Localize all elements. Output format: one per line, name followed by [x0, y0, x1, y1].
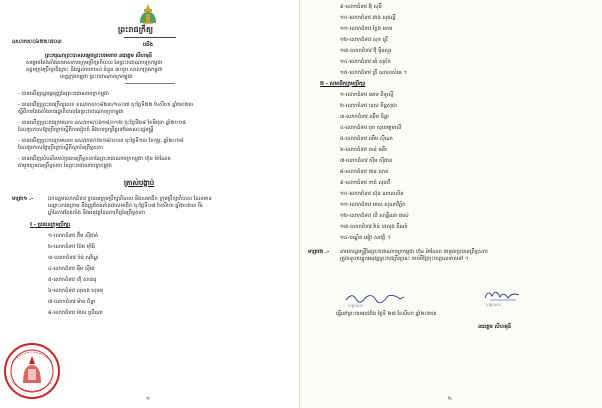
- member-item: ៤-លោកជំទាវ បុក សុបរម្យមាលី: [340, 125, 402, 131]
- decree-number: នស/រកត/០៦២២/៧០៣: [12, 39, 62, 45]
- member-item: ៣-លោកជំទាវ ប៉ន់ សុវិណ្ឌ: [48, 255, 99, 261]
- consideration-line: ដែលប្រកាសឱ្យប្រើច្បាប់ស្តីពីការរៀបចំ និងការប្រព្រឹត្តទៅនៃគណៈរដ្ឋមន្ត្រី: [18, 127, 154, 133]
- signer-name: នរោត្តម សីហមុនី: [478, 324, 512, 330]
- preamble-line: ឧត្តមក្រុមប្រឹក្សាពិគ្រោះ និងផ្តល់យោបល់ ចំនួន ៣០រូប សាលាក្រុងកម្ពុជា: [26, 67, 163, 73]
- kingdom-title: ព្រះរាជក្រឹត្យ: [118, 25, 154, 34]
- member-item: ៧-លោកជំទាវ ស៊ីម ស៊ីផាន: [340, 158, 393, 164]
- member-item: ៨-លោកជំទាវ ជាន សាត: [340, 169, 389, 175]
- preamble-line: ខេត្តក្រុងកម្ពុជា ព្រះរាជាណាចក្រកម្ពុជា: [60, 74, 133, 80]
- we-heading: យើង: [143, 42, 153, 48]
- member-item: ៦-លោកជំទាវ ចាន់ មនីរ: [340, 147, 387, 153]
- member-item: ១០-លោកជំទាវ ស៊ុន ណាលលិន: [340, 191, 404, 197]
- member-item: ៦-លោកជំទាវ សុខេង ហុមមុ: [48, 288, 103, 294]
- preamble-line: សម្រេចតែងតាំងសមាសភាពក្រុមប្រឹក្សាភិបាល នៃព្រះរាជាណាចក្រកម្ពុជា: [26, 60, 163, 66]
- member-item: ៩-លោកជំទាវ អ៊ុំ សុធី: [340, 4, 382, 10]
- preamble-rule: [125, 83, 175, 84]
- handwritten-signature-left-icon: [344, 290, 406, 304]
- article2-label: មាត្រា២ .-: [308, 249, 330, 255]
- member-item: ១១-លោកជំទាវ កែ្លង មករា: [340, 26, 393, 32]
- consideration-line: - បានឃើញព្រះរាជក្រមលេខ នស/រកម/០៦១៨/០១២ ចុះថ្ងៃទី២៨ ខែមិថុនា ឆ្នាំ២០១៨: [18, 120, 186, 126]
- member-item: ១៥-លោកជំទាវ គ្រី ណាលសំអេ ។: [340, 70, 407, 76]
- member-item: ១០-លោកជំទាវ ជាង សុផល្លី: [340, 15, 396, 21]
- member-item: ១២-លោកជំទាវ សុខ ធូរី: [340, 37, 388, 43]
- member-item: ៥-លោកជំទាវ ហ៊ុំ សាន់ធុ: [48, 277, 97, 283]
- consideration-line: ជាមួយប្រធានព្រឹទ្ធសភា នៃព្រះរាជាណាចក្រកម្ពុជា: [18, 163, 112, 169]
- member-item: ១៤-លោកជំទាវ អាំ សុភ័ក: [340, 59, 391, 65]
- right-page: [300, 0, 602, 408]
- consideration-line: - បានឃើញរដ្ឋធម្មនុញ្ញនៃព្រះរាជាណាចក្រកម្ពុជា: [18, 91, 109, 97]
- member-item: ៩-លោកជំទាវ ខាត់ សុធាវី: [340, 180, 391, 186]
- member-item: ៤-លោកជំទាវ អុីម ស៊ីថេ: [48, 266, 95, 272]
- consideration-line: - បានឃើញព្រះរាជក្រមលេខ នស/រកម/០២១៨/០០៣ ចុះថ្ងៃទី១៣ ខែកុម្ភៈ ឆ្នាំ២០១៨: [18, 138, 184, 144]
- title-rule: [124, 37, 176, 38]
- member-item: ១៤-បណ្ឌិត អៀវ សាវត្ថិ ។: [340, 235, 391, 241]
- date-line: ធ្វើនៅព្រះបរមរាជវាំង ថ្ងៃទី ២៧ ខែសីហា ឆ្នាំ២០២៣: [336, 311, 437, 317]
- left-page-number: ១: [146, 396, 150, 402]
- section1-heading: I - ប្រធានក្រុមប្រឹក្សា: [30, 222, 71, 228]
- article2-line: នាយករដ្ឋមន្ត្រីនៃព្រះរាជាណាចក្រកម្ពុជា ហ៊ុន ម៉ាណែត ជាមួយប្រធានព្រឹទ្ធសភា: [340, 249, 488, 255]
- member-item: ៥-លោកជំទាវ ឈឹម ស៊ីណា: [340, 136, 393, 142]
- article1-line: ឆ្នាំនៃការតែងតាំង និងអនុវត្តដែនភារកិច្ចនៃព្រឹទ្ធសភា: [48, 210, 146, 216]
- consideration-line: - បានឃើញសំណើរបស់ប្រធានព្រឹទ្ធសភានៃព្រះរាជាណាចក្រកម្ពុជា ហ៊ុន ម៉ាណែត: [18, 156, 171, 162]
- member-item: ១៣-លោកជំទាវ ប៊ុំ ម៉ិនសួរ: [340, 48, 392, 54]
- member-item: ១-លោកជំទាវ អោម ពិទូរស្មី: [340, 92, 394, 98]
- preamble-line: ព្រះករុណាព្រះបាទសម្តេចព្រះបរមនាថ នរោត្តម សីហមុនី: [45, 53, 153, 59]
- article1-label: មាត្រា១ .-: [12, 196, 34, 202]
- section2-heading: II - សមាជិកក្រុមប្រឹក្សា: [320, 81, 366, 87]
- member-item: ៨-លោកជំទាវ ម៉ាស ស្រីណា: [48, 310, 103, 316]
- member-item: ១១-លោកជំទាវ មាស សុណាវិភ្ល័ក: [340, 202, 406, 208]
- right-page-number: ២: [448, 396, 452, 402]
- article1-line: ឯកឧត្តមលោកជំទាវ ប្រធានក្រុមប្រឹក្សាភិបាល និងសមាជិក ក្រុមប្រឹក្សាភិបាល ដែលមាន: [48, 196, 212, 202]
- member-item: ១២-លោកជំទាវ ស៊ំ សាន្ដីណា ផាស់: [340, 213, 409, 219]
- article1-line: ឈ្មោះខាងក្រោម នឹងត្រូវតែងតាំងជាសមាជិក ចុះថ្ងៃទី០៧ ខែសីហា ឆ្នាំ២០២៣ ពីរ: [48, 203, 203, 209]
- consideration-line: ដែលប្រកាសឱ្យប្រើច្បាប់ស្តីពីស្ថាប័នព្រឹទ្ធសភា: [18, 145, 104, 151]
- member-item: ១៣-លោកជំទាវ វ៉ាន់ បាលុង ធីណាំ: [340, 224, 408, 230]
- member-item: ១-លោកជំទាវ ភ៊ីម ស៊ីថាត់: [48, 233, 99, 239]
- decree-heading: ត្រាស់បង្គាប់: [124, 179, 155, 187]
- consideration-line: ស្តីពីការតែងតាំងរាជរដ្ឋាភិបាលនៃព្រះរាជាណាចក្រកម្ពុជា: [18, 109, 124, 115]
- handwritten-signature-right-icon: [482, 286, 522, 302]
- royal-crest-icon: [137, 3, 159, 25]
- royal-seal-stamp-icon: [2, 338, 62, 404]
- article2-line: ត្រូវទទួលបន្ទុកអនុវត្តព្រះរាជក្រឹត្យនេះ ចាប់ពីថ្ងៃចុះហត្ថលេខាតទៅ ។: [340, 256, 469, 262]
- member-item: ៣-លោកជំទាវ ឈឹម ចិន្តា: [340, 114, 389, 120]
- signature-left-caption: ហត្ថលេខា: [348, 303, 364, 308]
- left-page: [0, 0, 300, 408]
- member-item: ២-លោកជំទាវ ប៉ែម ម៉ាំរ៉ែ: [48, 244, 95, 250]
- consideration-line: - បានឃើញព្រះរាជក្រឹត្យលេខ នស/រកត/០៨២៣/១៤០៧ ចុះថ្ងៃទី២២ ខែសីហា ឆ្នាំ២០២៣: [18, 102, 194, 108]
- member-item: ២-លោកជំទាវ ទេស ចិន្តសុធា: [340, 103, 397, 109]
- signature-right-caption: ហត្ថលេខា: [486, 302, 502, 307]
- member-item: ៧-លោកជំទាវ ម៉ាន ចិន្ដា: [48, 299, 96, 305]
